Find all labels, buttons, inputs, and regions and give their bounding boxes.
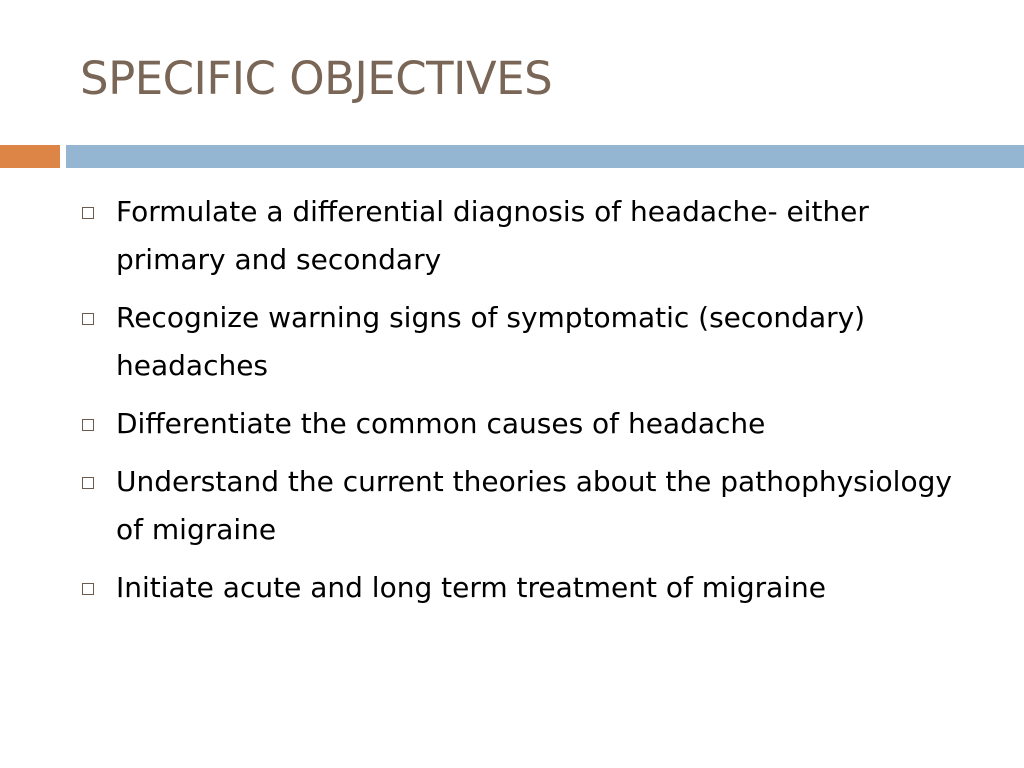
square-bullet-icon xyxy=(82,419,94,431)
bullet-text: Formulate a differential diagnosis of headache- either primary and secondary xyxy=(116,195,869,276)
list-item xyxy=(80,564,980,612)
objectives-list xyxy=(80,188,980,622)
square-bullet-icon xyxy=(82,313,94,325)
square-bullet-icon xyxy=(82,207,94,219)
square-bullet-icon xyxy=(82,583,94,595)
list-item xyxy=(80,400,980,448)
accent-bar-blue xyxy=(66,145,1024,168)
list-item xyxy=(80,458,980,554)
bullet-text: Understand the current theories about the pathophysiology of migraine xyxy=(116,465,952,546)
square-bullet-icon xyxy=(82,477,94,489)
bullet-text: Initiate acute and long term treatment of migraine xyxy=(116,571,827,604)
accent-bar-orange xyxy=(0,145,60,168)
list-item xyxy=(80,188,980,284)
bullet-text: Recognize warning signs of symptomatic (secondary) headaches xyxy=(116,301,866,382)
bullet-text: Differentiate the common causes of headache xyxy=(116,407,766,440)
list-item xyxy=(80,294,980,390)
slide-title: SPECIFIC OBJECTIVES xyxy=(80,52,553,105)
